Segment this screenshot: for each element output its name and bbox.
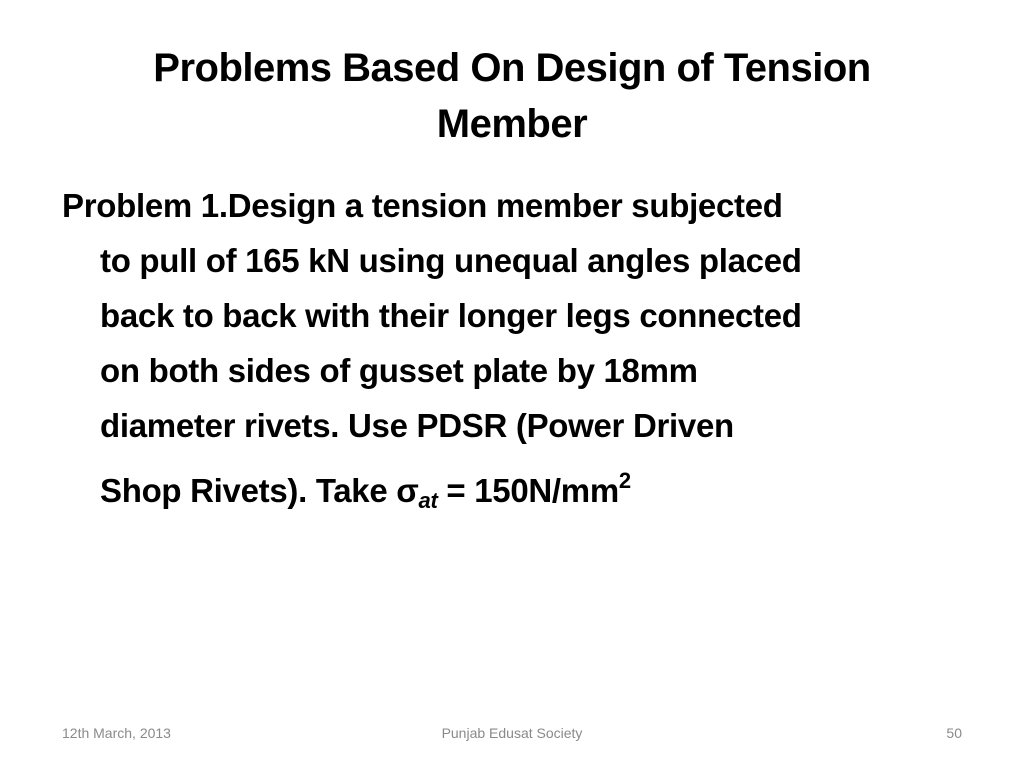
problem-line-3: back to back with their longer legs connected [100, 297, 802, 334]
sigma-subscript: at [418, 488, 438, 513]
problem-statement [62, 178, 962, 528]
problem-line-1: Problem 1.Design a tension member subjected [62, 187, 783, 224]
problem-line-6-prefix: Shop Rivets). Take [100, 472, 397, 509]
footer-date: 12th March, 2013 [62, 725, 171, 741]
slide-title-line-2: Member [436, 102, 588, 146]
problem-line-5: diameter rivets. Use PDSR (Power Driven [100, 407, 734, 444]
footer-organization: Punjab Edusat Society [441, 725, 583, 741]
problem-line-2: to pull of 165 kN using unequal angles placed [100, 242, 802, 279]
problem-line-6 [62, 453, 962, 528]
footer-page-number: 50 [946, 725, 962, 741]
slide-title [60, 40, 964, 152]
problem-line-4: on both sides of gusset plate by 18mm [100, 352, 698, 389]
slide-title-line-1: Problems Based On Design of Tension [153, 46, 871, 90]
unit-superscript: 2 [618, 468, 631, 493]
equation-value: = 150N/mm [437, 472, 619, 509]
sigma-symbol: σ [396, 472, 419, 509]
